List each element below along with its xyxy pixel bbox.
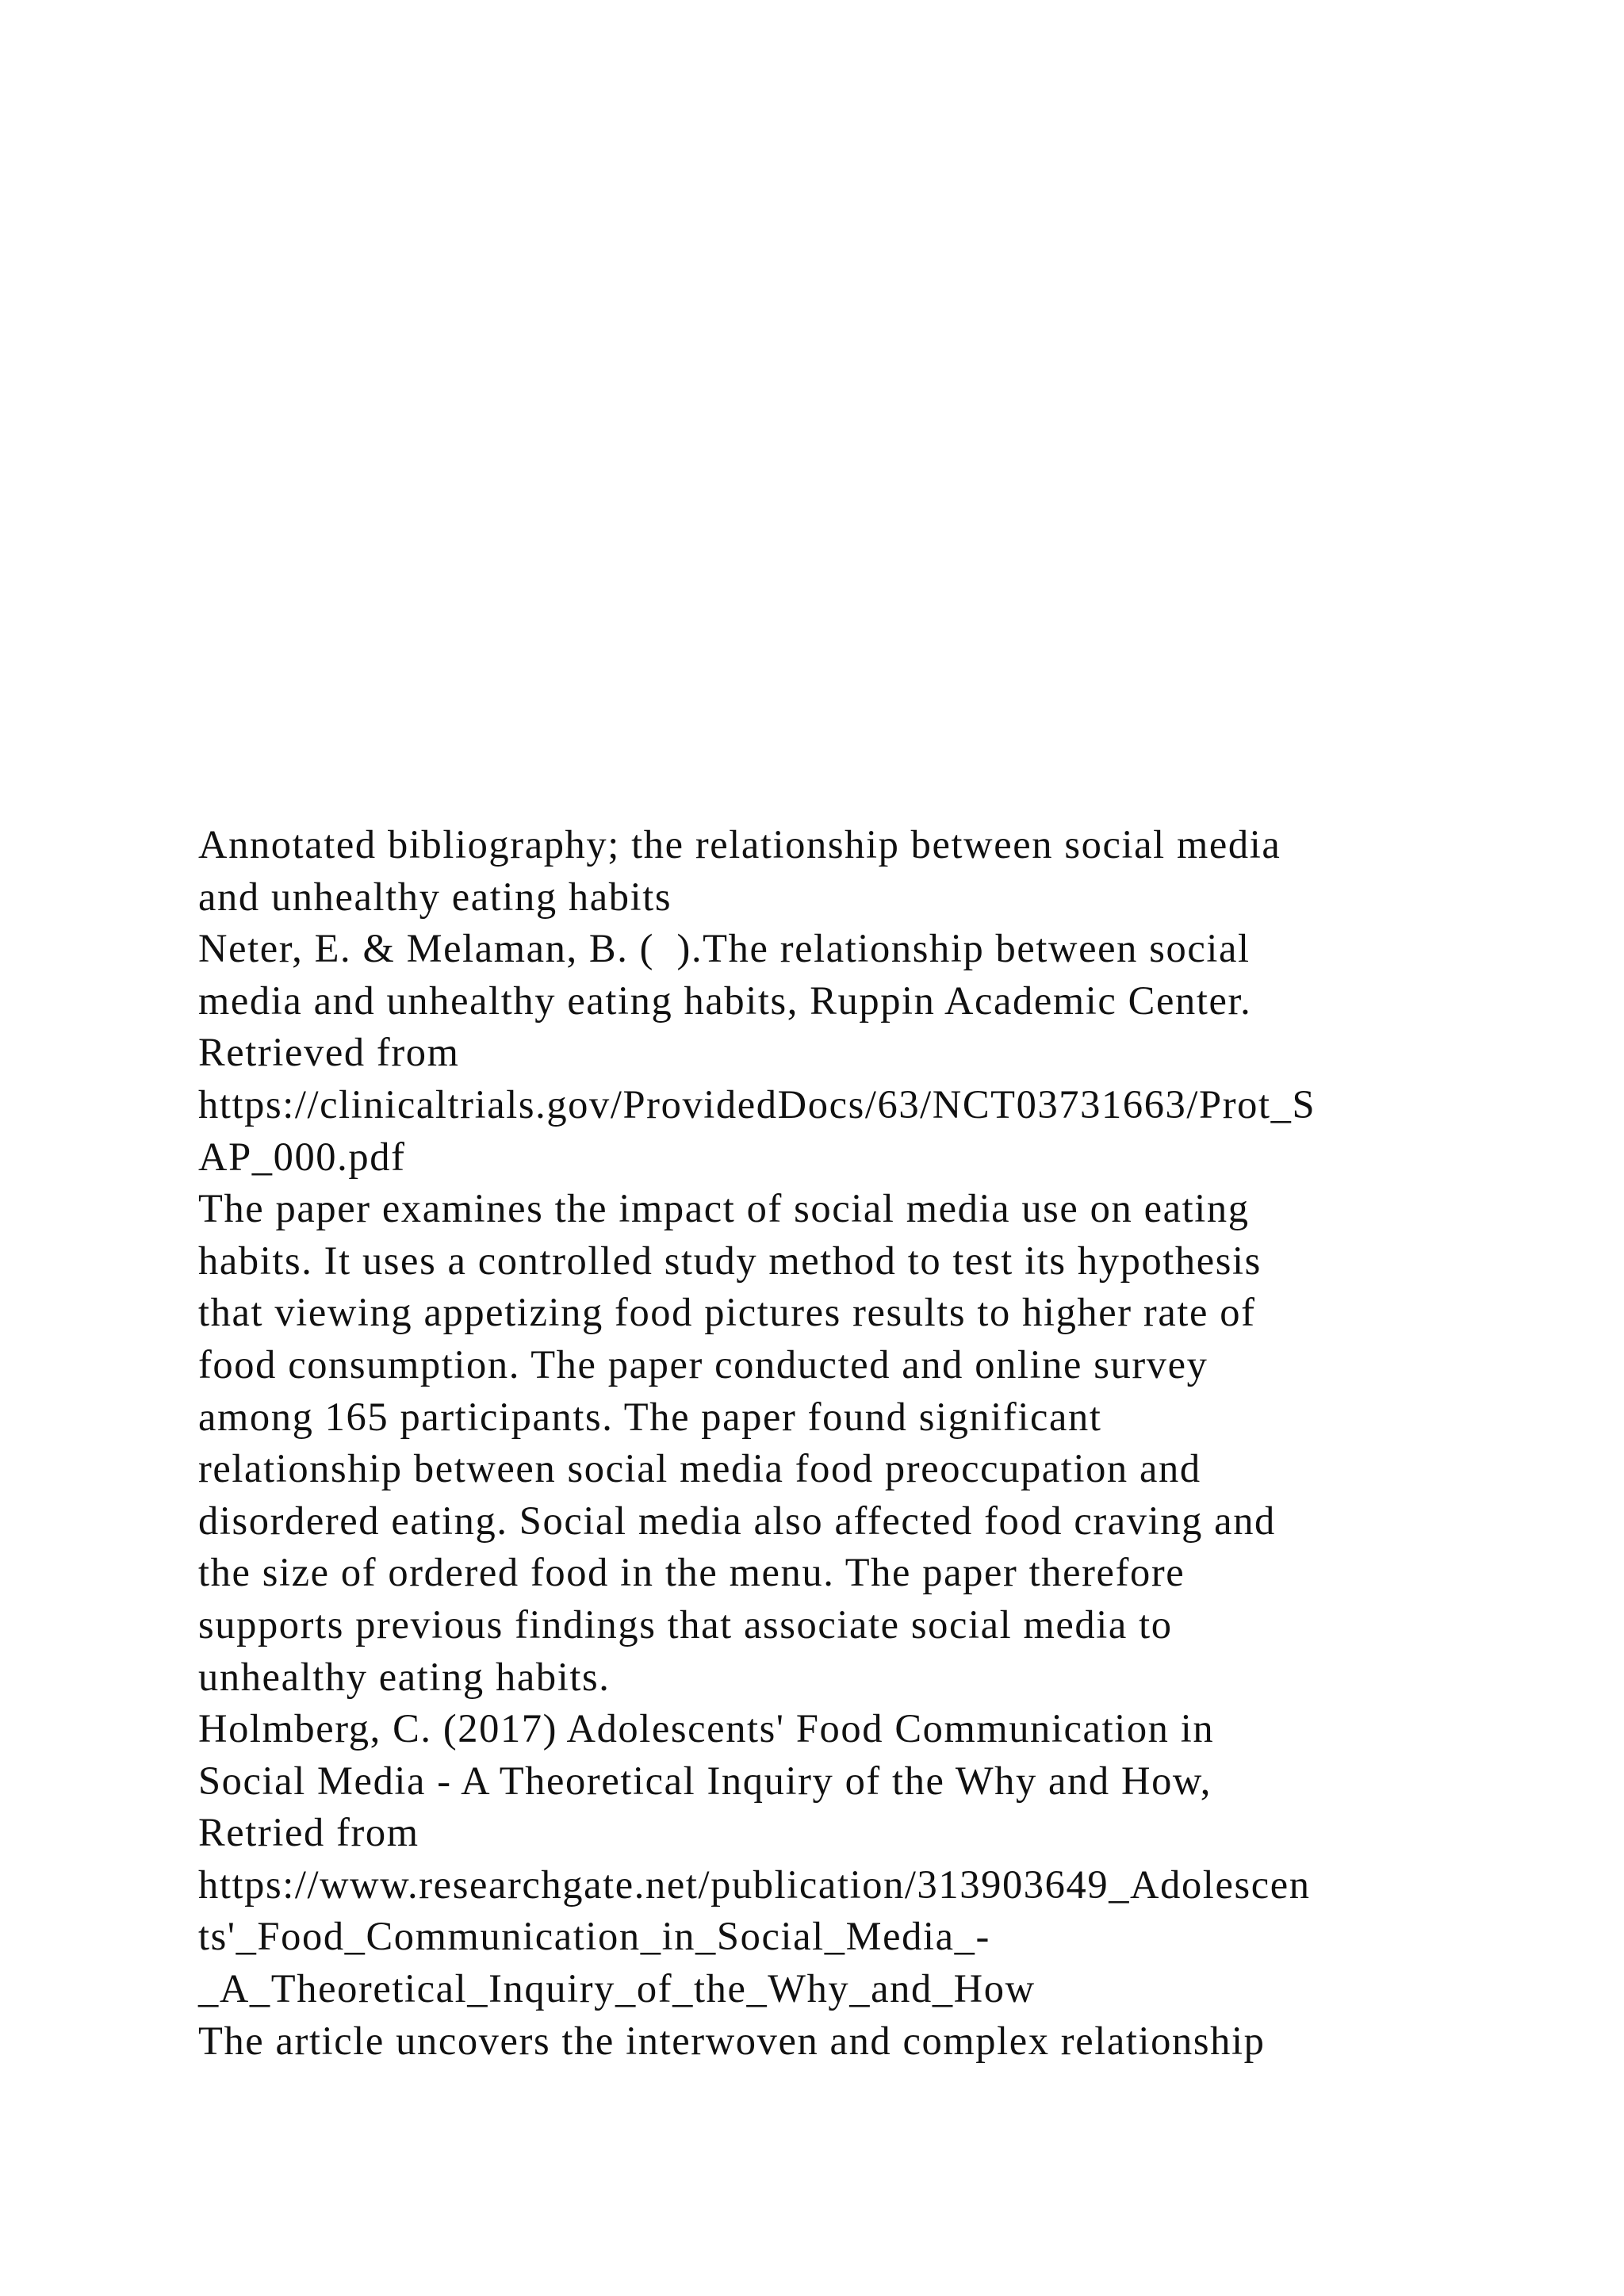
citation-url-line: https://clinicaltrials.gov/ProvidedDocs/63/NCT03731663/Prot_S [198,1081,1316,1127]
annotation-line: that viewing appetizing food pictures results to higher rate of [198,1290,1256,1335]
citation-line: media and unhealthy eating habits, Ruppin Academic Center. [198,978,1252,1023]
citation-url-line: https://www.researchgate.net/publication/313903649_Adolescen [198,1862,1311,1907]
document-title-line: Annotated bibliography; the relationship between social media [198,822,1281,867]
annotation-line: among 165 participants. The paper found significant [198,1394,1102,1439]
document-body [198,819,1610,2067]
annotation-line: food consumption. The paper conducted and online survey [198,1341,1208,1387]
annotation-line: supports previous findings that associate social media to [198,1601,1173,1647]
annotation-line: the size of ordered food in the menu. The paper therefore [198,1550,1185,1595]
annotation-line: relationship between social media food preoccupation and [198,1446,1201,1491]
citation-line: Holmberg, C. (2017) Adolescents' Food Communication in [198,1706,1215,1751]
annotation-line: disordered eating. Social media also affected food craving and [198,1498,1276,1543]
annotation-line: The paper examines the impact of social media use on eating [198,1186,1250,1231]
citation-url-line: ts'_Food_Communication_in_Social_Media_- [198,1914,990,1959]
citation-line: Social Media - A Theoretical Inquiry of the Why and How, [198,1758,1212,1803]
document-title-line: and unhealthy eating habits [198,874,672,919]
citation-line: Retrieved from [198,1030,460,1075]
citation-url-line: _A_Theoretical_Inquiry_of_the_Why_and_How [198,1966,1036,2011]
citation-line: Retried from [198,1810,419,1855]
annotation-line: unhealthy eating habits. [198,1654,611,1699]
annotation-line: habits. It uses a controlled study method to test its hypothesis [198,1238,1262,1283]
annotation-line: The article uncovers the interwoven and complex relationship [198,2018,1266,2063]
citation-url-line: AP_000.pdf [198,1134,406,1179]
citation-line: Neter, E. & Melaman, B. ( ).The relationship between social [198,926,1251,971]
